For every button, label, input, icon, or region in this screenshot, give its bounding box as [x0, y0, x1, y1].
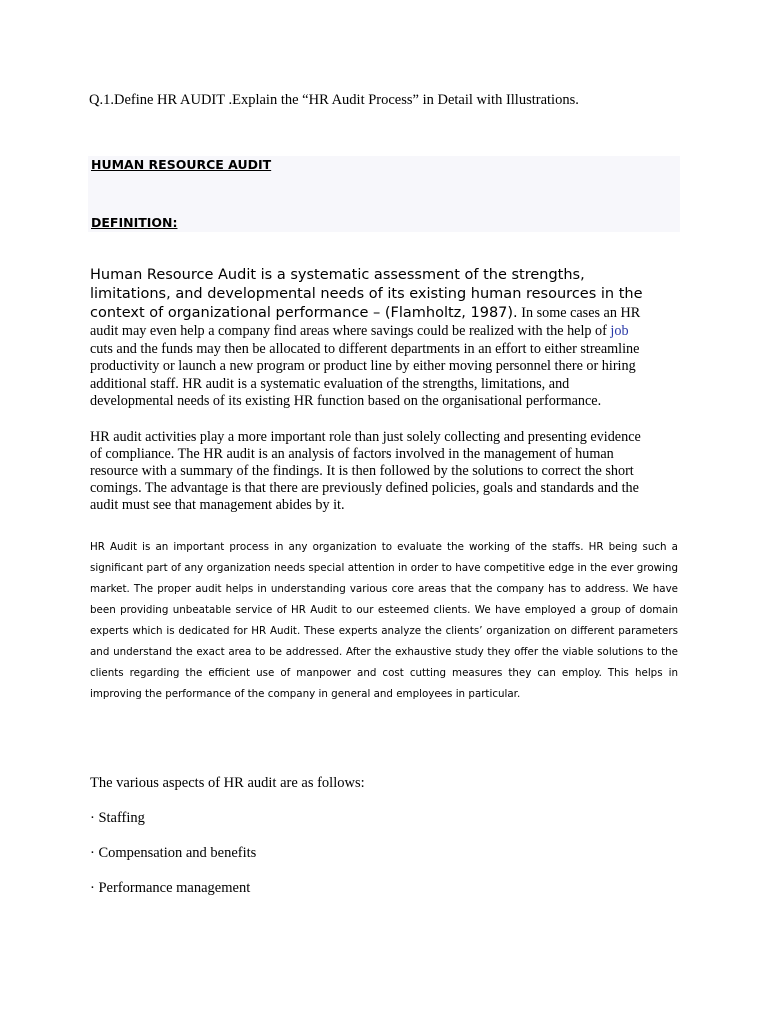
- paragraph-line: of compliance. The HR audit is an analysis of factors involved in the management of human: [90, 446, 614, 463]
- lead-line: [90, 304, 690, 323]
- paragraph-line: developmental needs of its existing HR function based on the organisational performance.: [90, 393, 602, 410]
- paragraph-line: productivity or launch a new program or product line by either moving personnel there or hiring: [90, 358, 636, 375]
- paragraph-line: resource with a summary of the findings. It is then followed by the solutions to correct the short: [90, 463, 634, 480]
- definition-heading: DEFINITION:: [91, 215, 178, 230]
- paragraph-line: HR audit activities play a more important role than just solely collecting and presenting evidence: [90, 429, 641, 445]
- paragraph-line: comings. The advantage is that there are previously defined policies, goals and standards and the: [90, 480, 639, 497]
- list-item: · Compensation and benefits: [90, 845, 257, 861]
- paragraph-line: audit must see that management abides by it.: [90, 497, 345, 514]
- lead-line: Human Resource Audit is a systematic assessment of the strengths,: [90, 267, 585, 283]
- lead-line: limitations, and developmental needs of its existing human resources in the: [90, 286, 643, 302]
- question-text: Q.1.Define HR AUDIT .Explain the “HR Audit Process” in Detail with Illustrations.: [89, 92, 579, 108]
- definition-paragraph: [90, 266, 690, 411]
- lead-tail: In some cases an HR: [517, 305, 641, 321]
- definition-lead: [90, 266, 690, 323]
- line-text: audit may even help a company find areas where savings could be realized with the help of: [90, 323, 607, 339]
- list-item: · Staffing: [90, 810, 145, 826]
- paragraph-line: cuts and the funds may then be allocated to different departments in an effort to either streamline: [90, 340, 640, 357]
- list-item: · Performance management: [90, 880, 251, 896]
- job-link[interactable]: job: [610, 323, 629, 339]
- paragraph-line: [90, 323, 690, 341]
- aspects-list: [90, 809, 256, 914]
- paragraph-line: additional staff. HR audit is a systematic evaluation of the strengths, limitations, and: [90, 375, 570, 392]
- lead-line-text: context of organizational performance – (Flamholtz, 1987).: [90, 305, 518, 321]
- audit-activities-paragraph: [90, 429, 690, 514]
- hr-audit-service-paragraph: HR Audit is an important process in any organization to evaluate the working of the staffs. HR being such a significant part of any organization needs special attention in order to have competitive edge in the ever growing market. The proper audit helps in understanding various core areas that the company has to address. We have been providing unbeatable service of HR Audit to our esteemed clients. We have employed a group of domain experts which is dedicated for HR Audit. These experts analyze the clients’ organization on different parameters and understand the exact area to be addressed. After the exhaustive study they offer the viable solutions to the clients regarding the efficient use of manpower and cost cutting measures they can employ. This helps in improving the performance of the company in general and employees in particular.: [90, 541, 678, 700]
- section-title: HUMAN RESOURCE AUDIT: [91, 157, 272, 172]
- aspects-intro: The various aspects of HR audit are as follows:: [90, 775, 365, 791]
